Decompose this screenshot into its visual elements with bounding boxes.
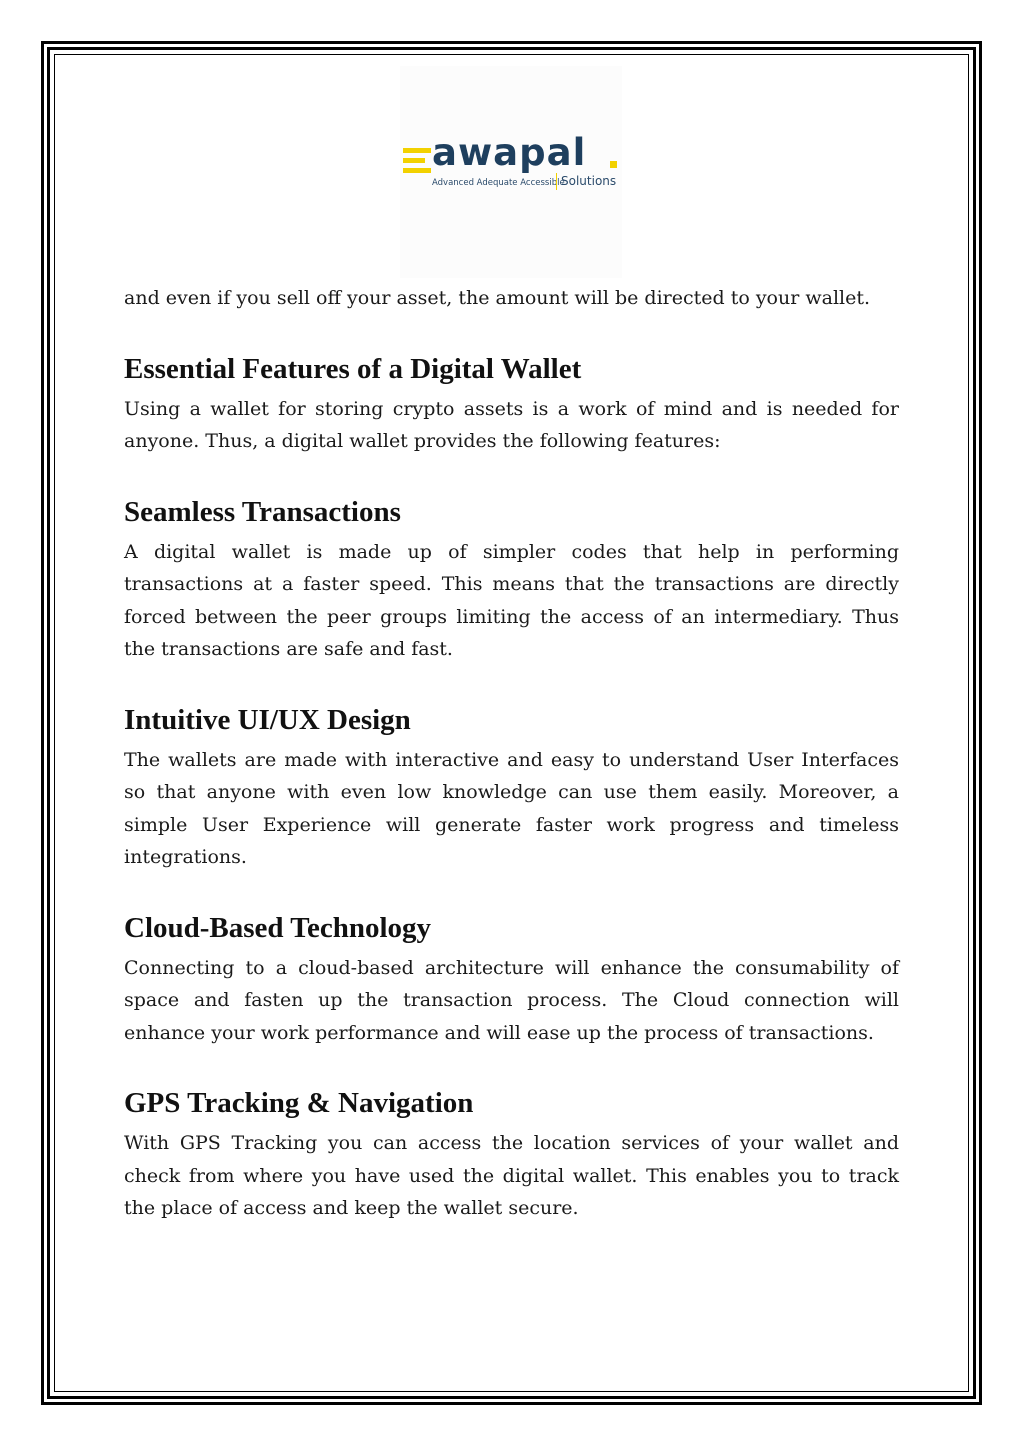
heading-gps-tracking: GPS Tracking & Navigation: [124, 1087, 474, 1119]
heading-essential-features: Essential Features of a Digital Wallet: [124, 352, 582, 385]
paragraph-seamless-transactions: A digital wallet is made up of simpler codes that help in performing transactions at a faster speed. This means that the transactions are directly forced between the peer groups limiting the access of an intermediary. Thus the transactions are safe and fast.: [124, 540, 899, 660]
document-body: [124, 282, 899, 1225]
intro-paragraph: and even if you sell off your asset, the amount will be directed to your wallet.: [124, 287, 871, 309]
heading-seamless-transactions: Seamless Transactions: [124, 495, 401, 528]
paragraph-cloud-based: Connecting to a cloud-based architecture will enhance the consumability of space and fasten up the transaction process. The Cloud connection will enhance your work performance and will ease up the process of transactions.: [124, 956, 899, 1044]
logo-bars-icon: [403, 148, 431, 178]
company-logo: [400, 66, 622, 278]
heading-intuitive-ui-ux: Intuitive UI/UX Design: [124, 703, 411, 736]
paragraph-gps-tracking: With GPS Tracking you can access the location services of your wallet and check from where you have used the digital wallet. This enables you to track the place of access and keep the wallet secure.: [124, 1132, 899, 1219]
logo-solutions: Solutions: [556, 173, 616, 190]
logo-wordmark: awapal: [432, 131, 587, 174]
logo-dot-icon: [610, 161, 617, 168]
heading-cloud-based: Cloud-Based Technology: [124, 911, 432, 944]
logo-tagline: Advanced Adequate Accessible: [432, 178, 565, 188]
paragraph-essential-features: Using a wallet for storing crypto assets is a work of mind and is needed for anyone. Thus, a digital wallet provides the following features:: [124, 397, 899, 452]
paragraph-intuitive-ui-ux: The wallets are made with interactive and easy to understand User Interfaces so that anyone with even low knowledge can use them easily. Moreover, a simple User Experience will generate faster work progress and timeless integrations.: [124, 748, 899, 868]
